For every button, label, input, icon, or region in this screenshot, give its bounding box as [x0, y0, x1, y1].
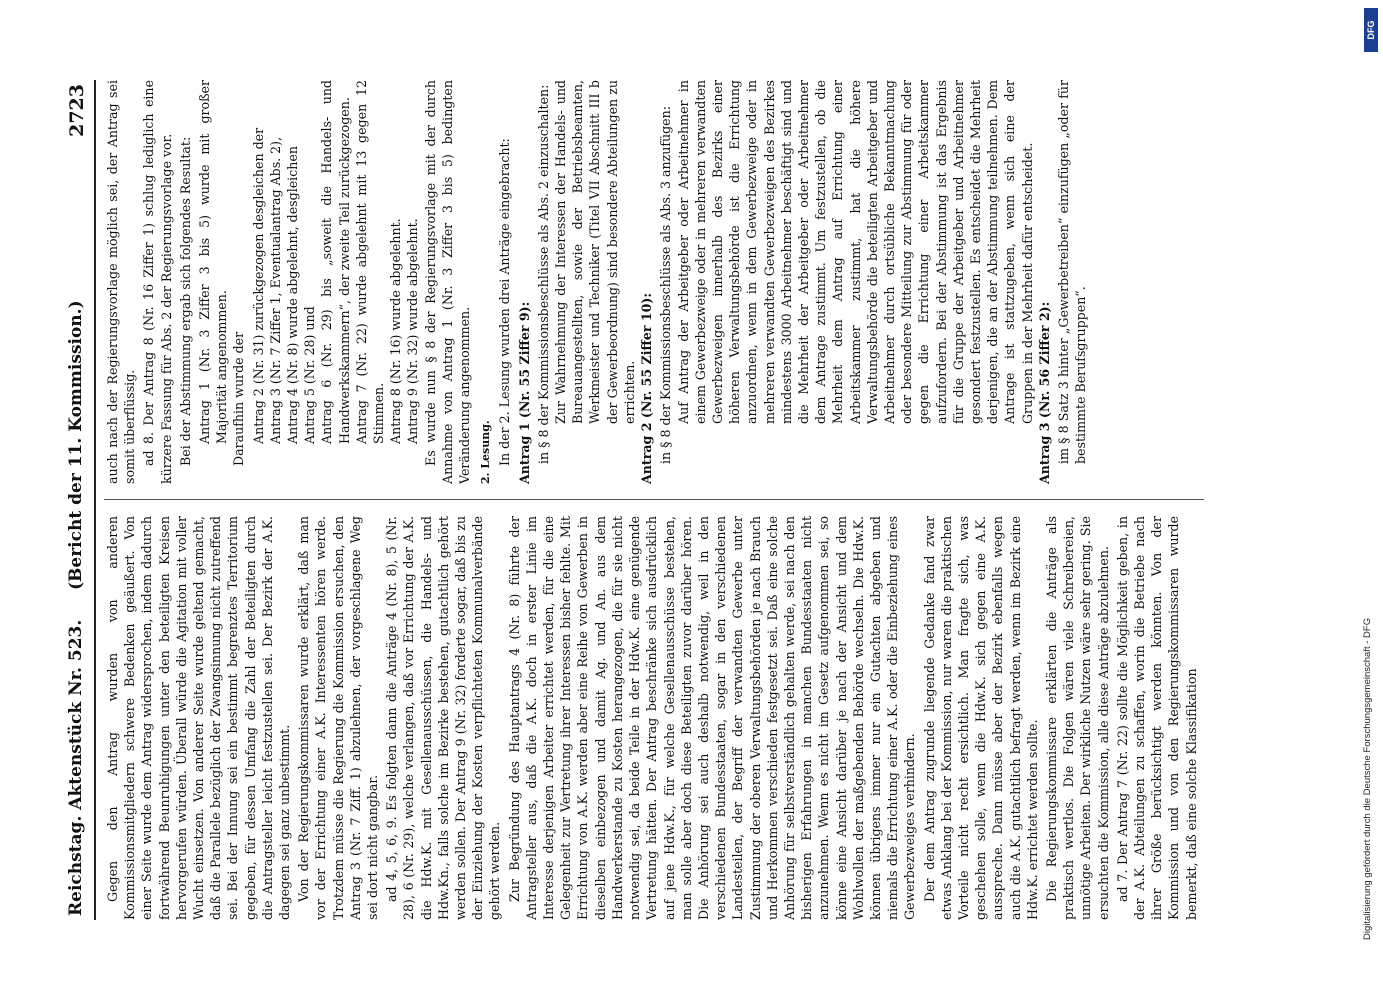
left-column	[104, 516, 1204, 920]
paragraph: In der 2. Lesung wurden drei Anträge eingebracht:	[497, 138, 513, 466]
vote-item: Antrag 5 (Nr. 28) und	[302, 306, 318, 444]
motion-quote: Auf Antrag der Arbeitgeber oder Arbeitnehmer in einem Gewerbezweige oder in mehreren verwandten Gewerbezweigen innerhalb des Bezirks einer höheren Verwaltungsbehörde ist die Errichtung anzuordnen, wenn in dem Gewerbezweige oder in mehreren verwandten Gewerbezweigen des Bezirkes mindestens 3000 Arbeitnehmer beschäftigt sind und die Mehrheit der Arbeitgeber oder Arbeitnehmer dem Antrage zustimmt. Um festzustellen, ob die Mehrheit dem Antrag auf Errichtung einer Arbeitskammer zustimmt, hat die höhere Verwaltungsbehörde die beteiligten Arbeitgeber und Arbeitnehmer durch ortsübliche Bekanntmachung oder besondere Mitteilung zur Abstimmung für oder gegen die Errichtung einer Arbeitskammer aufzufordern. Bei der Abstimmung ist das Ergebnis für die Gruppe der Arbeitgeber und Arbeitnehmer gesondert festzustellen. Es entscheidet die Mehrheit derjenigen, die an der Abstimmung teilnehmen. Dem Antrage ist stattzugeben, wenn sich eine der Gruppen in der Mehrheit dafür entscheidet.	[675, 80, 1035, 424]
rotated-content	[60, 80, 1220, 920]
paragraph: Der dem Antrag zugrunde liegende Gedanke fand zwar etwas Anklang bei der Kommission, nur waren die praktischen Vorteile nicht recht ersichtlich. Man fragte sich, was geschehen solle, wenn die Hdw.K. sich gegen eine A.K. ausspreche. Dann müsse aber der Bezirk ebenfalls wegen auch die A.K. gutachtlich befragt werden, wenn im Bezirk eine Hdw.K. errichtet werden sollte.	[921, 516, 1040, 920]
header-left: Reichstag. Aktenstück Nr. 523.	[66, 619, 86, 916]
dfg-logo-text: DFG	[1366, 20, 1376, 40]
motion-body: in § 8 der Kommissionsbeschlüsse als Abs. 3 anzufügen:	[658, 106, 674, 464]
motion-title: Antrag 3 (Nr. 56 Ziffer 2):	[1036, 301, 1052, 484]
paragraph: auch nach der Regierungsvorlage möglich sei, der Antrag sei somit überflüssig.	[105, 80, 138, 484]
motion-body: im § 8 Satz 3 hinter „Gewerbetreiben“ einzufügen „oder für bestimmte Berufsgruppen“.	[1055, 80, 1089, 464]
page-number: 2723	[66, 84, 88, 137]
paragraph: Bei der Abstimmung ergab sich folgendes Resultat:	[177, 136, 193, 466]
motion-body: in § 8 der Kommissionsbeschlüsse als Abs. 2 einzuschalten:	[535, 84, 551, 464]
right-column	[104, 80, 1204, 484]
vote-item: Antrag 6 (Nr. 29) bis „soweit die Handels- und Handwerkskammern“, der zweite Teil zurückgezogen.	[319, 80, 352, 444]
motion-title: Antrag 1 (Nr. 55 Ziffer 9):	[516, 301, 532, 484]
credit-text: Digitalisierung gefördert durch die Deutsche Forschungsgemeinschaft - DFG	[1362, 617, 1373, 940]
digitization-credit	[1362, 60, 1378, 940]
vote-item: Antrag 8 (Nr. 16) wurde abgelehnt.	[388, 218, 404, 444]
paragraph: Gegen den Antrag wurden von anderen Kommissionsmitgliedern schwere Bedenken geäußert. Von einer Seite wurde dem Antrag widersprochen, indem dadurch fortwährend Beunruhigungen unter den beteiligten Kreisen hervorgerufen würden. Überall würde die Agitation mit voller Wucht einsetzen. Von anderer Seite wurde geltend gemacht, daß die Parallele bezüglich der Zwangsinnung nicht zutreffend sei. Bei der Innung sei ein bestimmt begrenztes Territorium gegeben, für dessen Umfang die Zahl der Beteiligten durch die Antragsteller leicht festzustellen sei. Der Bezirk der A.K. dagegen sei ganz unbestimmt.	[105, 516, 293, 920]
paragraph: ad 4, 5, 6, 9. Es folgten dann die Anträge 4 (Nr. 8), 5 (Nr. 28), 6 (Nr. 29), welche verlangen, daß vor Errichtung der A.K. die Hdw.K. mit Gesellenausschüssen, die Handels- und Hdw.Kn., falls solche im Bezirke bestehen, gutachtlich gehört werden sollen. Der Antrag 9 (Nr. 32) forderte sogar, daß bis zu der Einziehung der Kosten verpflichteten Kommunalverbände gehört werden.	[384, 516, 503, 920]
vote-item: Antrag 3 (Nr. 7 Ziffer 1, Eventualantrag Abs. 2),	[267, 136, 283, 444]
paragraph: Von der Regierungskommissaren wurde erklärt, daß man vor der Errichtung einer A.K. Interessenten hören werde. Trotzdem müsse die Regierung die Kommission ersuchen, den Antrag 3 (Nr. 7 Ziff. 1) abzulehnen, der vorgeschlagene Weg sei dort nicht gangbar.	[296, 516, 381, 920]
column-divider	[104, 499, 1204, 500]
section-heading: 2. Lesung.	[479, 420, 493, 484]
motion-quote: Zur Wahrnehmung der Interessen der Handels- und Bureauangestellten, sowie der Betriebsbeamten, Werkmeister und Techniker (Titel VII Abschnitt III b der Gewerbeordnung) sind besondere Abteilungen zu errichten.	[553, 80, 637, 424]
vote-item: Antrag 4 (Nr. 8) wurde abgelehnt, desgleichen	[285, 146, 301, 444]
paragraph: Daraufhin wurde der	[231, 331, 247, 466]
paragraph: ad 7. Der Antrag 7 (Nr. 22) sollte die Möglichkeit geben, in der A.K. Abteilungen zu schaffen, worin die Betriebe nach ihrer Größe berücksichtigt werden könnten. Von der Kommission und von den Regierungskommissaren wurde bemerkt, daß eine solche Klassifikation	[1114, 516, 1199, 920]
vote-item: Antrag 9 (Nr. 32) wurde abgelehnt.	[405, 218, 421, 444]
header-center: (Bericht der 11. Kommission.)	[66, 300, 86, 590]
paragraph: Es wurde nun § 8 der Regierungsvorlage mit der durch Annahme von Antrag 1 (Nr. 3 Ziffer 3 bis 5) bedingten Veränderung angenommen.	[422, 80, 473, 484]
vote-item: Antrag 7 (Nr. 22) wurde abgelehnt mit 13 gegen 12 Stimmen.	[353, 80, 387, 444]
dfg-logo	[1364, 8, 1378, 52]
paragraph: Zur Begründung des Hauptantrags 4 (Nr. 8) führte der Antragsteller aus, daß die A.K. doch in erster Linie im Interesse derjenigen Arbeiter errichtet werden, für die eine Gelegenheit zur Vertretung ihrer Interessen bisher fehlte. Mit Errichtung von A.K. werden aber eine Reihe von Gewerben in dieselben einbezogen und damit Ag. und An. aus dem Handwerkerstande zu Kosten herangezogen, die für sie nicht notwendig sei, da beide Teile in der Hdw.K. eine genügende Vertretung hätten. Der Antrag beschränke sich ausdrücklich auf jene Hdw.K., für welche Gesellenausschüsse bestehen, man solle aber doch diese Beteiligten zuvor darüber hören. Die Anhörung sei auch deshalb notwendig, weil in den verschiedenen Bundesstaaten, sogar in den verschiedenen Landesteilen, der Begriff der verwandten Gewerbe unter Zustimmung der oberen Verwaltungsbehörden je nach Brauch und Herkommen verschieden festgesetzt sei. Daß eine solche Anhörung für selbstverständlich gehalten werde, sei nach den bisherigen Erfahrungen in manchen Bundesstaaten nicht anzunehmen. Wenn es nicht im Gesetz aufgenommen sei, so könne eine Ansicht darüber je nach der Ansicht und dem Wohlwollen der maßgebenden Behörde wechseln. Die Hdw.K. können übrigens immer nur ein Gutachten abgeben und niemals die Errichtung einer A.K. oder die Einbeziehung eines Gewerbezweiges verhindern.	[506, 516, 918, 920]
motion-title: Antrag 2 (Nr. 55 Ziffer 10):	[639, 293, 655, 484]
vote-item: Antrag 2 (Nr. 31) zurückgezogen desgleichen der	[250, 127, 266, 444]
scanned-page	[60, 80, 1220, 920]
page-header	[60, 80, 96, 920]
paragraph: Die Regierungskommissare erklärten die Anträge als praktisch wertlos. Die Folgen wären viele Schreibereien, unnötige Arbeiten. Der wirkliche Nutzen wäre sehr gering. Sie ersuchten die Kommission, alle diese Anträge abzulehnen.	[1043, 516, 1111, 920]
paragraph: ad 8. Der Antrag 8 (Nr. 16 Ziffer 1) schlug lediglich eine kürzere Fassung für Abs. 2 der Regierungsvorlage vor.	[141, 80, 174, 484]
vote-item: Antrag 1 (Nr. 3 Ziffer 3 bis 5) wurde mit großer Majorität angenommen.	[197, 80, 230, 444]
